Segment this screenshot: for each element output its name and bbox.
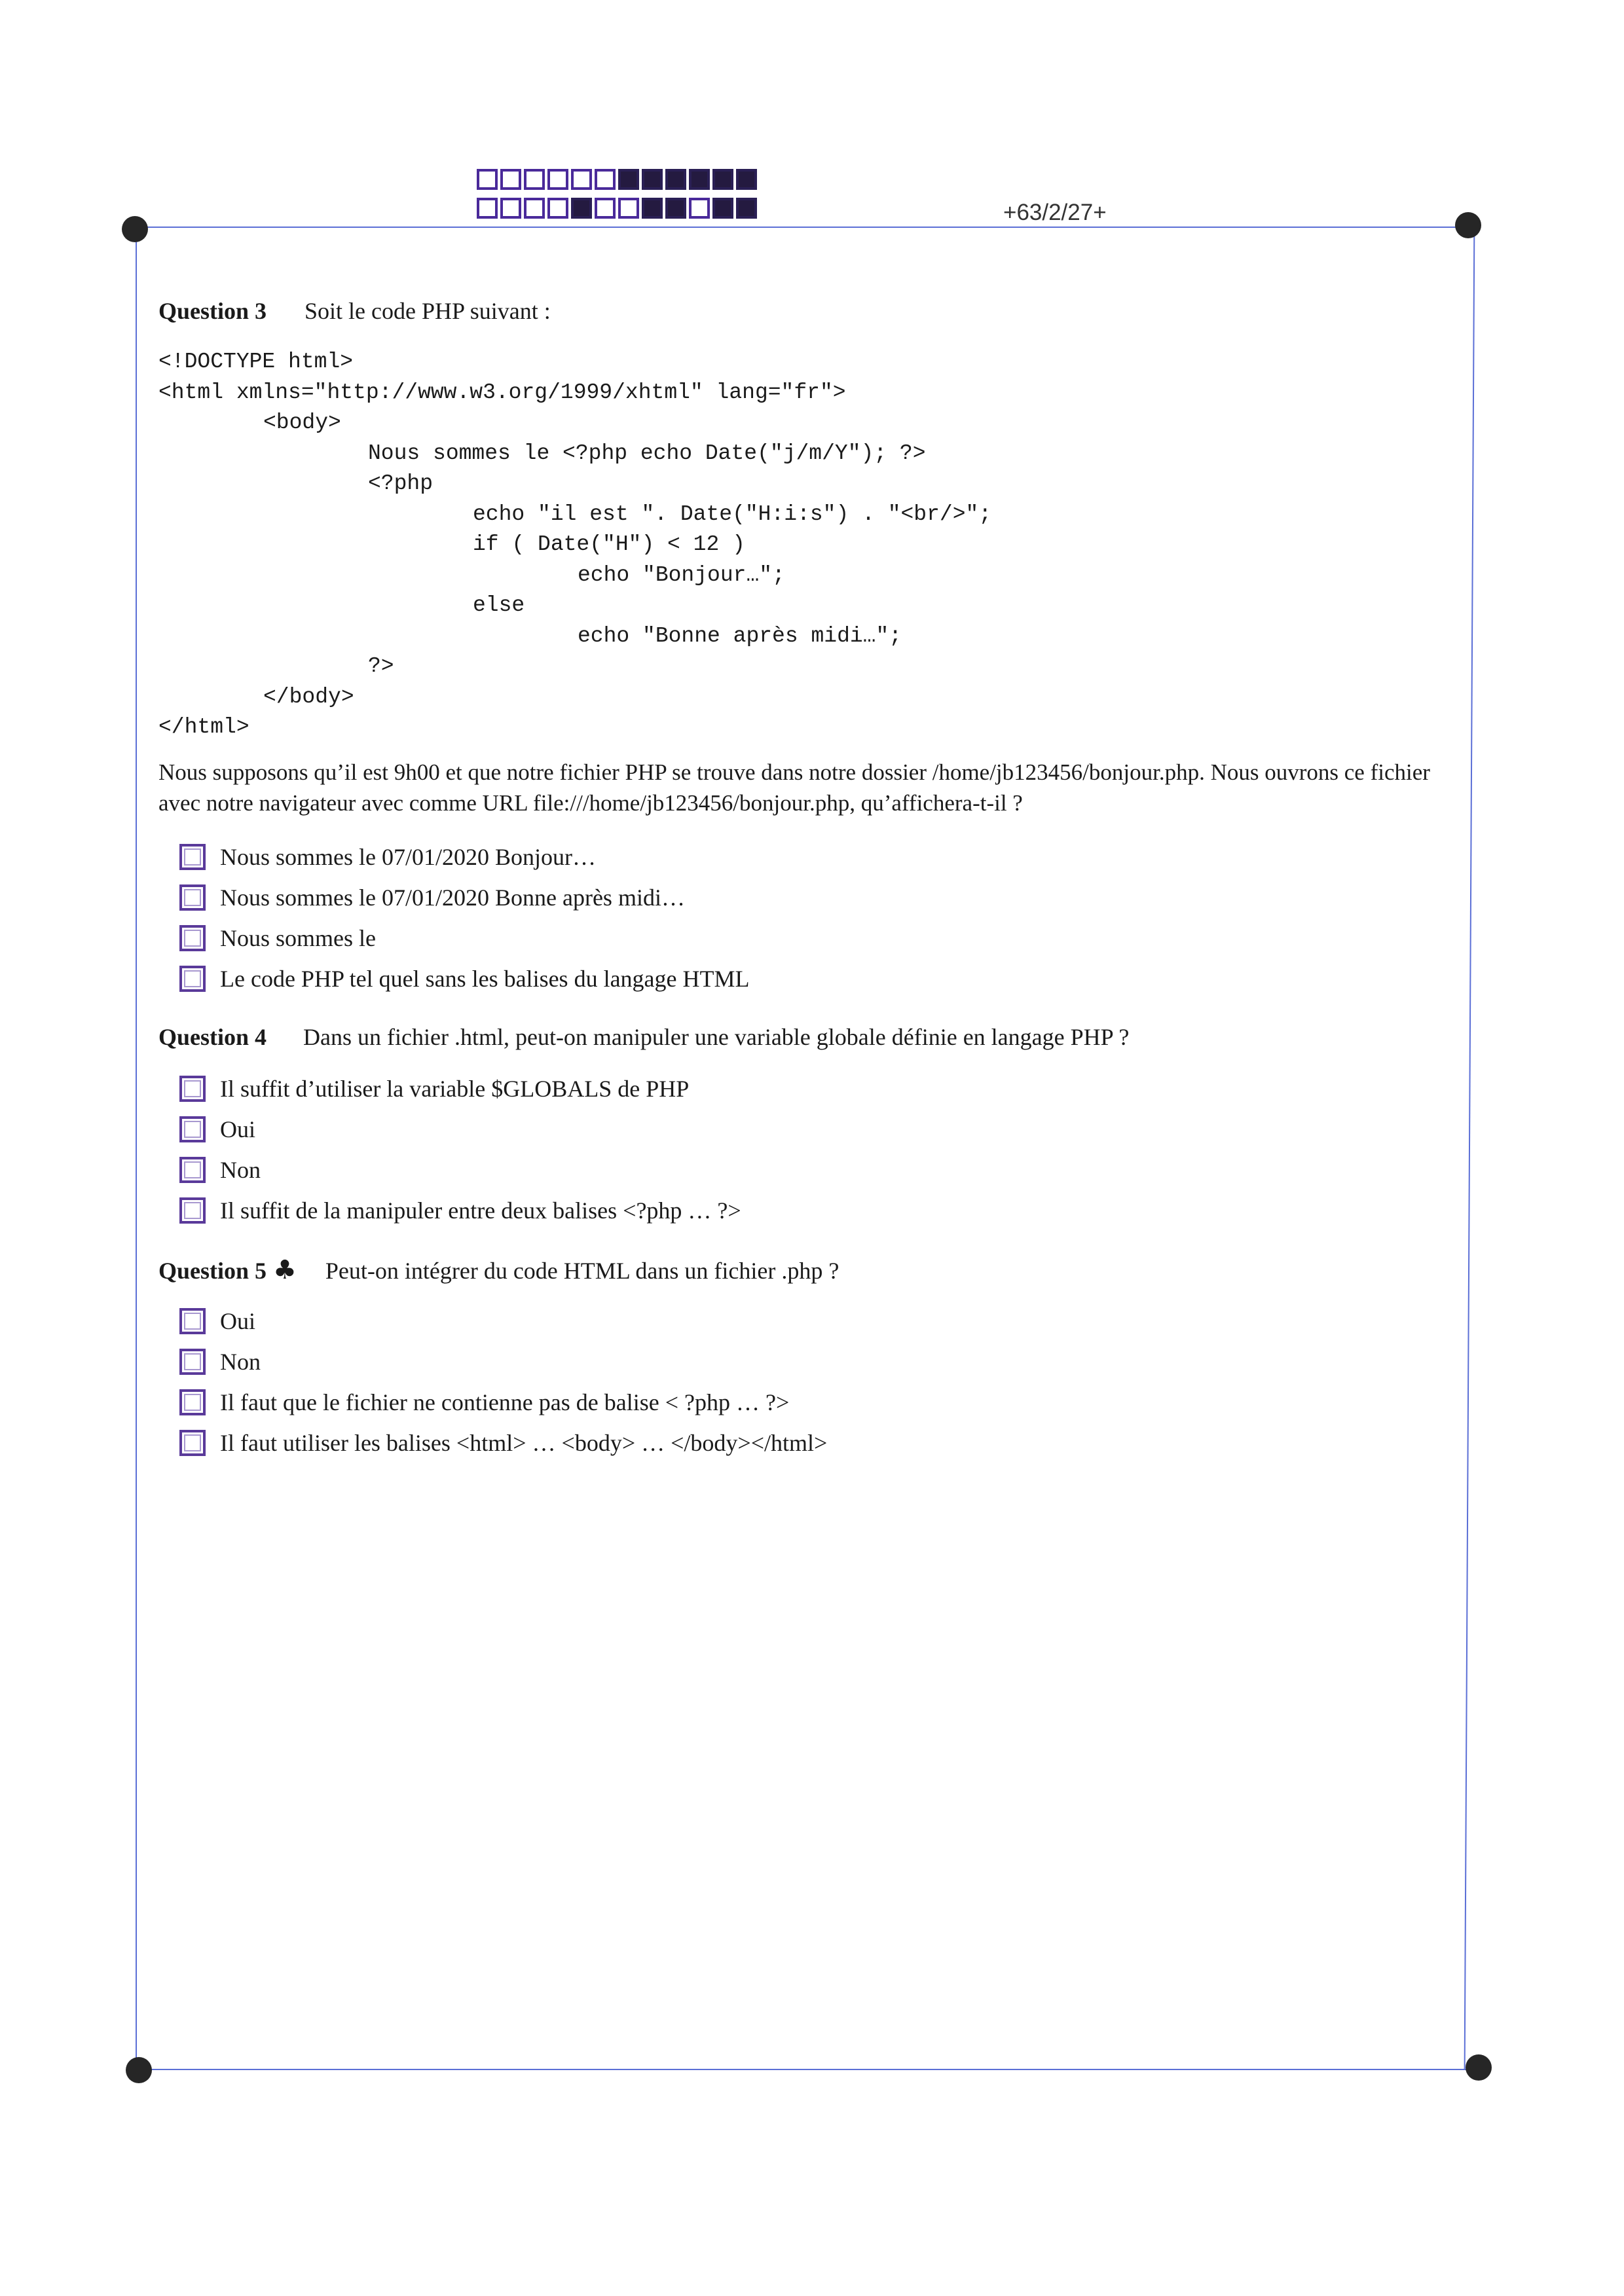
answer-checkbox[interactable] [179,1389,206,1415]
frame-bottom-line [139,2069,1479,2070]
barcode-cell [500,198,521,219]
barcode-cell [712,169,733,190]
answer-option[interactable] [179,958,750,999]
barcode-cell [665,198,686,219]
question-5-heading [158,1255,839,1285]
answer-checkbox[interactable] [179,1197,206,1224]
question-4-answers [179,1068,741,1231]
answer-checkbox[interactable] [179,1116,206,1142]
sheet-id: +63/2/27+ [1003,200,1107,225]
frame-top-line [135,227,1468,228]
code-line: if ( Date("H") < 12 ) [473,532,745,556]
barcode-cell [477,198,498,219]
answer-option[interactable] [179,877,750,918]
barcode-cell [571,198,592,219]
frame-right-line [1464,227,1475,2069]
corner-mark-top-left [122,216,148,242]
barcode-cell [571,169,592,190]
question-3-text: Soit le code PHP suivant : [304,298,551,324]
barcode-cell [618,198,639,219]
answer-checkbox[interactable] [179,884,206,911]
answer-option[interactable] [179,1382,827,1423]
barcode-row-2 [477,198,757,219]
answer-checkbox[interactable] [179,925,206,951]
php-code-block [158,347,991,743]
answer-text: Le code PHP tel quel sans les balises du langage HTML [220,966,750,992]
answer-text: Il suffit d’utiliser la variable $GLOBALS de PHP [220,1076,690,1102]
answer-checkbox[interactable] [179,1076,206,1102]
question-5-answers [179,1301,827,1463]
barcode-row-1 [477,169,757,190]
code-line: echo "Bonne après midi…"; [578,623,902,648]
answer-text: Non [220,1157,261,1183]
answer-option[interactable] [179,837,750,877]
answer-option[interactable] [179,1301,827,1341]
corner-mark-top-right [1455,212,1481,238]
question-4-text: Dans un fichier .html, peut-on manipuler une variable globale définie en langage PHP ? [303,1024,1130,1050]
answer-text: Non [220,1349,261,1375]
barcode-cell [689,198,710,219]
question-4-heading [158,1023,1129,1051]
code-line: <!DOCTYPE html> [158,350,354,374]
barcode-cell [736,198,757,219]
answer-text: Oui [220,1308,255,1334]
answer-text: Oui [220,1116,255,1142]
club-icon: ♣ [273,1255,297,1285]
question-4-label: Question 4 [158,1024,267,1050]
barcode-cell [736,169,757,190]
code-line: echo "il est ". Date("H:i:s") . "<br/>"; [473,501,992,526]
answer-text: Il faut utiliser les balises <html> … <body> … </body></html> [220,1430,828,1456]
code-line: <html xmlns="http://www.w3.org/1999/xhtml" lang="fr"> [158,380,846,405]
answer-option[interactable] [179,1068,741,1109]
code-line: else [473,593,525,617]
answer-text: Il suffit de la manipuler entre deux balises <?php … ?> [220,1197,741,1224]
answer-option[interactable] [179,1109,741,1150]
answer-text: Nous sommes le 07/01/2020 Bonne après midi… [220,884,685,911]
barcode-cell [689,169,710,190]
code-line: </html> [158,715,249,739]
barcode-cell [642,198,663,219]
barcode-cell [642,169,663,190]
answer-checkbox[interactable] [179,1430,206,1456]
barcode-cell [524,198,545,219]
barcode-cell [524,169,545,190]
barcode-cell [547,198,568,219]
barcode-cell [618,169,639,190]
question-3-heading [158,297,551,325]
code-line: </body> [263,684,354,709]
code-line: ?> [368,654,394,678]
barcode-cell [712,198,733,219]
answer-option[interactable] [179,1341,827,1382]
barcode-cell [595,169,616,190]
answer-text: Il faut que le fichier ne contienne pas de balise < ?php … ?> [220,1389,790,1415]
barcode-cell [547,169,568,190]
answer-option[interactable] [179,918,750,958]
answer-checkbox[interactable] [179,1308,206,1334]
question-3-paragraph: Nous supposons qu’il est 9h00 et que notre fichier PHP se trouve dans notre dossier /home/jb123456/bonjour.php. Nous ouvrons ce fichier avec notre navigateur avec comme URL file:///home/jb123456/bonjour.php, qu’affichera-t-il ? [158,759,1430,816]
barcode-cell [500,169,521,190]
answer-checkbox[interactable] [179,1157,206,1183]
frame-left-line [136,229,137,2069]
question-5-text: Peut-on intégrer du code HTML dans un fichier .php ? [325,1258,840,1284]
answer-option[interactable] [179,1423,827,1463]
barcode-cell [595,198,616,219]
answer-option[interactable] [179,1150,741,1190]
barcode-cell [477,169,498,190]
answer-text: Nous sommes le 07/01/2020 Bonjour… [220,844,596,870]
corner-mark-bottom-right [1466,2054,1492,2081]
question-3-label: Question 3 [158,298,267,324]
answer-checkbox[interactable] [179,966,206,992]
barcode-cell [665,169,686,190]
answer-checkbox[interactable] [179,1349,206,1375]
answer-text: Nous sommes le [220,925,376,951]
code-line: <body> [263,410,341,435]
code-line: echo "Bonjour…"; [578,562,785,587]
code-line: Nous sommes le <?php echo Date("j/m/Y"); ?> [368,441,926,465]
answer-option[interactable] [179,1190,741,1231]
corner-mark-bottom-left [126,2057,152,2083]
question-5-label: Question 5 [158,1258,267,1284]
code-line: <?php [368,471,434,496]
question-3-answers [179,837,750,999]
answer-checkbox[interactable] [179,844,206,870]
